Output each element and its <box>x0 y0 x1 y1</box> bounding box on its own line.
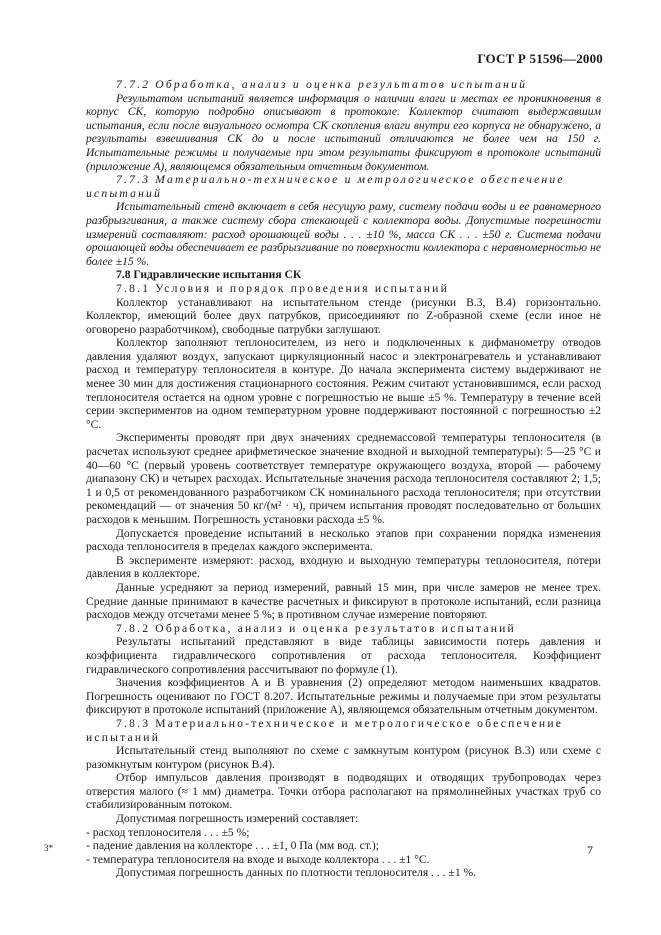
page-content <box>86 78 601 880</box>
section-7-8-1-heading: 7.8.1 Условия и порядок проведения испытаний <box>116 281 449 295</box>
section-7-8-3-paragraph-3: Допустимая погрешность измерений составляет: <box>116 812 359 826</box>
section-7-8-3-paragraph-4: Допустимая погрешность данных по плотности теплоносителя . . . ±1 %. <box>116 866 477 880</box>
section-7-8-3-paragraph-1: Испытательный стенд выполняют по схеме с замкнутым контуром (рисунок В.3) или схеме с разомкнутым контуром (рисунок В.4). <box>86 744 601 771</box>
section-7-8-1-paragraph-1: Коллектор устанавливают на испытательном стенде (рисунки В.3, В.4) горизонтально. Коллектор, имеющий более двух патрубков, присоединяют по Z-образной схеме (если иное не оговорено разработчиком), свободные патрубки заглушают. <box>86 295 601 336</box>
section-7-8-title: 7.8 Гидравлические испытания СК <box>116 268 302 282</box>
page-number: 7 <box>587 843 593 857</box>
footer-signature-mark: 3* <box>44 843 53 853</box>
list-item: - расход теплоносителя . . . ±5 %; <box>86 825 250 839</box>
list-item: - температура теплоносителя на входе и выходе коллектора . . . ±1 °С. <box>86 852 430 866</box>
section-7-8-3-paragraph-2: Отбор импульсов давления производят в подводящих и отводящих трубопроводах через отверстия малого (≈ 1 мм) диаметра. Точки отбора располагают на прямолинейных участках труб со стабилизированным потоком. <box>86 771 601 812</box>
section-7-7-3-heading: 7.7.3 Материально-техническое и метрологическое обеспечение испытаний <box>86 173 565 200</box>
section-7-8-1-paragraph-6: Данные усредняют за период измерений, равный 15 мин, при числе замеров не менее трех. Средние данные принимают в качестве расчетных и фиксируют в протоколе испытаний, если разница расходов между отсчетами менее 5 %; в противном случае измерение повторяют. <box>86 580 601 622</box>
section-7-8-1-paragraph-2: Коллектор заполняют теплоносителем, из него и подключенных к дифманометру отводов давления удаляют воздух, запускают циркуляционный насос и электронагреватель и устанавливают расход и температуру теплоносителя в контуре. До начала эксперимента систему выдерживают не менее 30 мин для достижения стационарного состояния. Режим считают установившимся, если расход теплоносителя остается на одном уровне с погрешностью не выше ±5 %. Температуру в течение всей серии экспериментов на одном температурном уровне поддерживают постоянной с погрешностью ±2 °С. <box>86 336 601 431</box>
section-7-8-1-paragraph-5: В эксперименте измеряют: расход, входную и выходную температуры теплоносителя, потери давления в коллекторе. <box>86 553 601 581</box>
section-7-7-2-heading: 7.7.2 Обработка, анализ и оценка результатов испытаний <box>116 78 528 91</box>
standard-header: ГОСТ Р 51596—2000 <box>477 51 603 66</box>
section-7-8-2-paragraph-2: Значения коэффициентов A и B уравнения (2) определяют методом наименьших квадратов. Погрешность оценивают по ГОСТ 8.207. Испытательные режимы и получаемые при этом результаты фиксируют в протоколе испытаний (приложение А), являющемся обязательным отчетным документом. <box>86 676 601 717</box>
section-7-7-3-text: Испытательный стенд включает в себя несущую раму, систему подачи воды и ее равномерного разбрызгивания, а также систему сбора стекающей с коллектора воды. Допустимые погрешности измерений составляют: расход орошающей воды . . . ±10 %, масса СК . . . ±50 г. Система подачи орошающей воды обеспечивает ее разбрызгивание по поверхности коллектора с неравномерностью не более ±15 %. <box>86 200 601 268</box>
section-7-8-2-paragraph-1: Результаты испытаний представляют в виде таблицы зависимости потерь давления и коэффициента гидравлического сопротивления от расхода теплоносителя. Коэффициент гидравлического сопротивления рассчитывают по формуле (1). <box>86 635 601 676</box>
section-7-8-1-paragraph-3: Эксперименты проводят при двух значениях среднемассовой температуры теплоносителя (в расчетах используют среднее арифметическое значение входной и выходной температуры): 5—25 °С и 40—60 °С (первый уровень соответствует температуре окружающего воздуха, второй — рабочему диапазону СК) и четырех расходах. Испытательные значения расхода теплоносителя составляют 2; 1,5; 1 и 0,5 от рекомендованного разработчиком СК номинального расхода теплоносителя; при отсутствии рекомендаций — от значения 50 кг/(м² · ч), причем испытания проводят последовательно от больших расходов к меньшим. Погрешность установки расхода ±5 %. <box>86 431 601 526</box>
list-item: - падение давления на коллекторе . . . ±1, 0 Па (мм вод. ст.); <box>86 839 379 853</box>
section-7-8-1-paragraph-4: Допускается проведение испытаний в несколько этапов при сохранении порядка изменения расхода теплоносителя в пределах каждого эксперимента. <box>86 526 601 554</box>
section-7-8-3-heading: 7.8.3 Материально-техническое и метрологическое обеспечение испытаний <box>86 716 564 744</box>
section-7-8-heading <box>86 268 601 282</box>
section-7-8-2-heading: 7.8.2 Обработка, анализ и оценка результатов испытаний <box>116 621 516 635</box>
section-7-7-2-text: Результатом испытаний является информация о наличии влаги и местах ее проникновения в корпус СК, которую подробно описывают в протоколе. Коллектор считают выдержавшим испытания, если после визуального осмотра СК скопления влаги внутри его корпуса не обнаружено, а результаты взвешивания СК до и после испытаний отличаются не более чем на 150 г. Испытательные режимы и получаемые при этом результаты фиксируют в протоколе испытаний (приложение А), являющемся обязательным отчетным документом. <box>86 91 601 173</box>
